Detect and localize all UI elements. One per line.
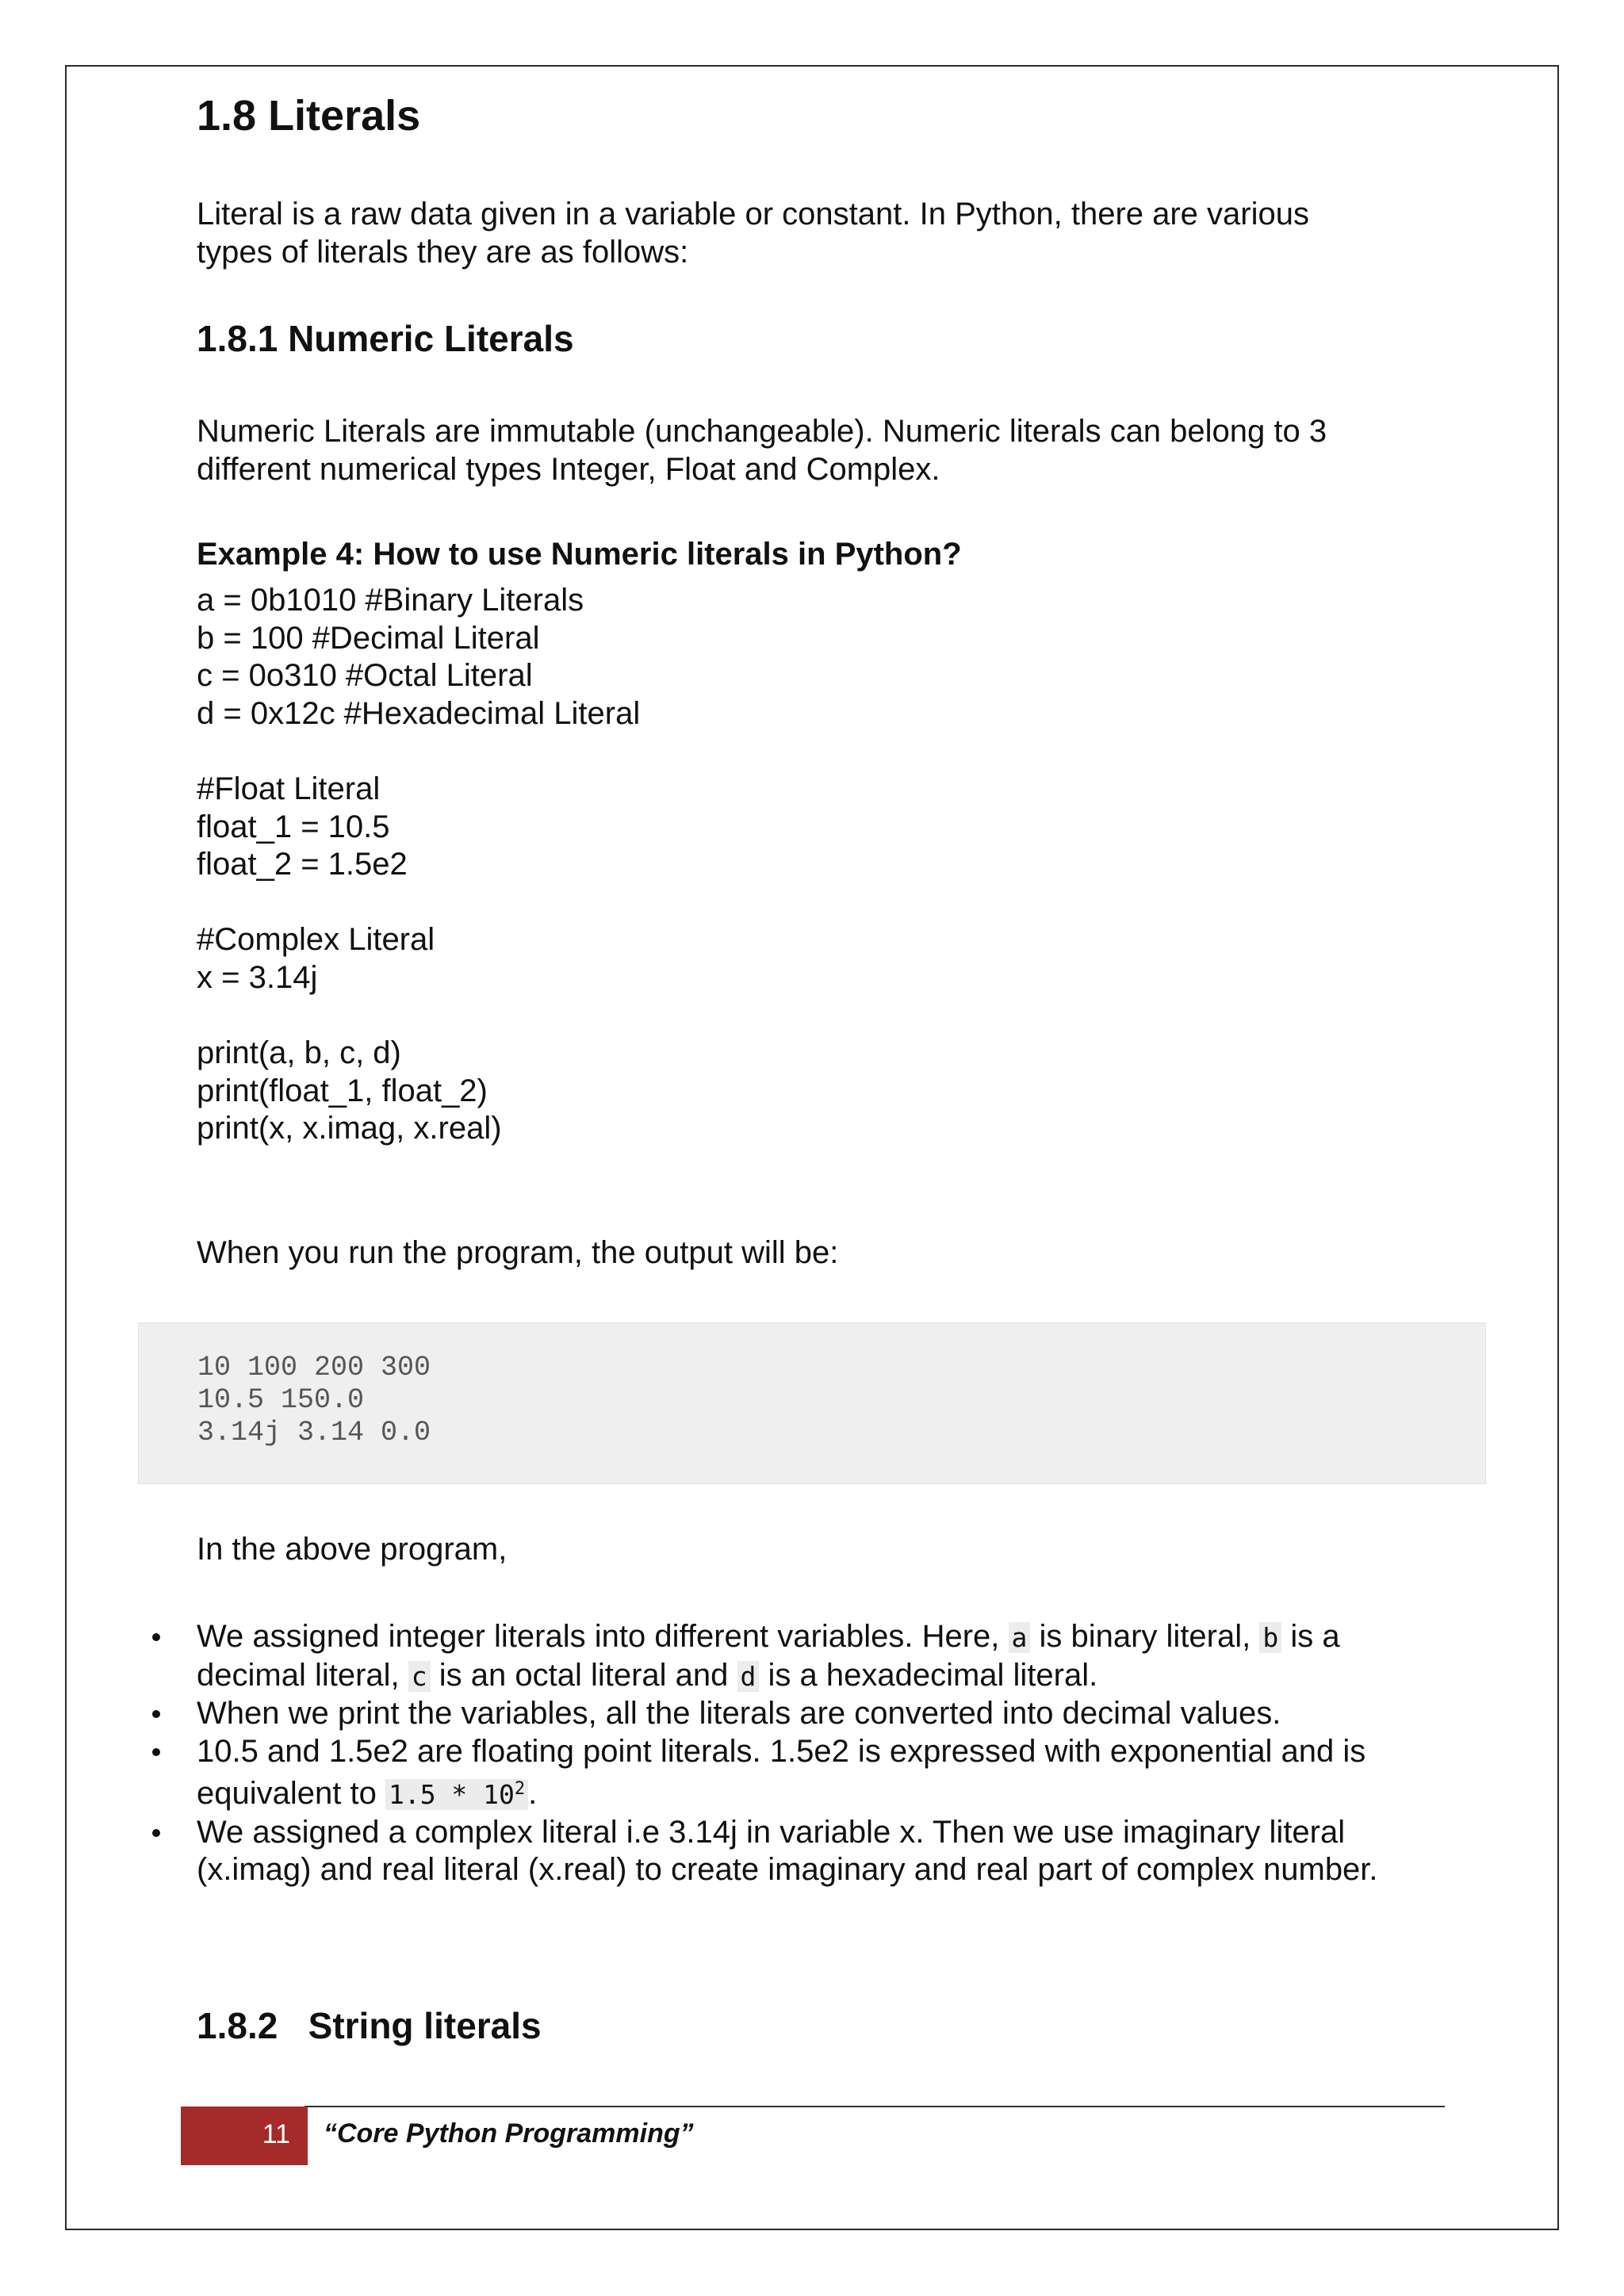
- example-title: Example 4: How to use Numeric literals in Python?: [197, 537, 962, 572]
- code-line: #Float Literal: [197, 771, 381, 806]
- list-item-row: We assigned a complex literal i.e 3.14j in variable x. Then we use imaginary literal: [197, 1814, 1346, 1850]
- output-lines: [197, 1352, 431, 1449]
- page-number: 11: [262, 2119, 290, 2149]
- code-line: print(float_1, float_2): [197, 1073, 488, 1108]
- text-span: decimal literal,: [197, 1657, 408, 1693]
- book-title: “Core Python Programming”: [324, 2118, 694, 2149]
- code-line: d = 0x12c #Hexadecimal Literal: [197, 695, 641, 731]
- section-heading: 1.8 Literals: [197, 92, 421, 140]
- numeric-desc-line-1: Numeric Literals are immutable (unchangeable). Numeric literals can belong to 3: [197, 414, 1327, 449]
- intro-paragraph: [197, 195, 1434, 271]
- text-span: is a: [1281, 1619, 1340, 1654]
- list-item-row: (x.imag) and real literal (x.real) to create imaginary and real part of complex number.: [197, 1852, 1378, 1887]
- code-listing: [197, 582, 640, 1148]
- text-span: equivalent to: [197, 1776, 385, 1811]
- code-line-blank: [197, 997, 640, 1035]
- code-line: print(a, b, c, d): [197, 1035, 401, 1071]
- run-text-line: When you run the program, the output will be:: [197, 1235, 839, 1270]
- list-item: [197, 1618, 1378, 1695]
- code-line: c = 0o310 #Octal Literal: [197, 658, 533, 694]
- run-text: [197, 1234, 1434, 1272]
- code-line: float_1 = 10.5: [197, 809, 390, 844]
- list-item-row: [197, 1770, 1378, 1814]
- bullet-icon: [152, 1829, 160, 1837]
- bullet-icon: [152, 1710, 160, 1718]
- output-line: 10 100 200 300: [197, 1352, 431, 1383]
- superscript: 2: [514, 1779, 526, 1799]
- output-line: 10.5 150.0: [197, 1384, 365, 1416]
- inline-code: b: [1259, 1622, 1281, 1653]
- above-program-line: In the above program,: [197, 1532, 508, 1567]
- list-item-row: [197, 1657, 1378, 1696]
- output-block: [138, 1322, 1486, 1484]
- list-item: [197, 1695, 1378, 1733]
- inline-code: d: [737, 1661, 760, 1692]
- output-line: 3.14j 3.14 0.0: [197, 1417, 431, 1448]
- code-line-blank: [197, 884, 640, 922]
- list-item-row: [197, 1618, 1378, 1657]
- numeric-desc-line-2: different numerical types Integer, Float and Complex.: [197, 452, 940, 487]
- list-item: [197, 1733, 1378, 1814]
- code-text: 1.5 * 10: [388, 1779, 515, 1810]
- explanation-list: [197, 1618, 1378, 1889]
- bullet-icon: [152, 1633, 160, 1641]
- inline-code: a: [1009, 1622, 1031, 1653]
- code-line: print(x, x.imag, x.real): [197, 1111, 502, 1146]
- text-span: is binary literal,: [1030, 1619, 1260, 1654]
- code-line: a = 0b1010 #Binary Literals: [197, 583, 584, 618]
- numeric-literals-heading: 1.8.1 Numeric Literals: [197, 318, 574, 359]
- code-line: float_2 = 1.5e2: [197, 847, 408, 882]
- code-line: #Complex Literal: [197, 922, 435, 958]
- text-span: is a hexadecimal literal.: [759, 1657, 1098, 1693]
- text-span: We assigned integer literals into different variables. Here,: [197, 1619, 1009, 1654]
- footer-divider: [304, 2106, 1445, 2107]
- above-program-text: [197, 1530, 1434, 1568]
- page-number-badge: [181, 2107, 308, 2165]
- numeric-description: [197, 412, 1434, 488]
- string-literals-heading: 1.8.2 String literals: [197, 2005, 542, 2046]
- intro-line-1: Literal is a raw data given in a variable or constant. In Python, there are various: [197, 197, 1309, 232]
- bullet-icon: [152, 1748, 160, 1756]
- text-span: is an octal literal and: [430, 1657, 737, 1693]
- intro-line-2: types of literals they are as follows:: [197, 235, 689, 270]
- text-span: .: [528, 1776, 538, 1811]
- list-item-row: When we print the variables, all the literals are converted into decimal values.: [197, 1696, 1281, 1731]
- list-item-row: 10.5 and 1.5e2 are floating point literals. 1.5e2 is expressed with exponential and is: [197, 1733, 1366, 1769]
- list-item: [197, 1814, 1378, 1889]
- inline-code: c: [408, 1661, 431, 1692]
- inline-code: [385, 1779, 528, 1810]
- code-line: b = 100 #Decimal Literal: [197, 620, 540, 656]
- code-line: x = 3.14j: [197, 959, 318, 995]
- code-line-blank: [197, 733, 640, 771]
